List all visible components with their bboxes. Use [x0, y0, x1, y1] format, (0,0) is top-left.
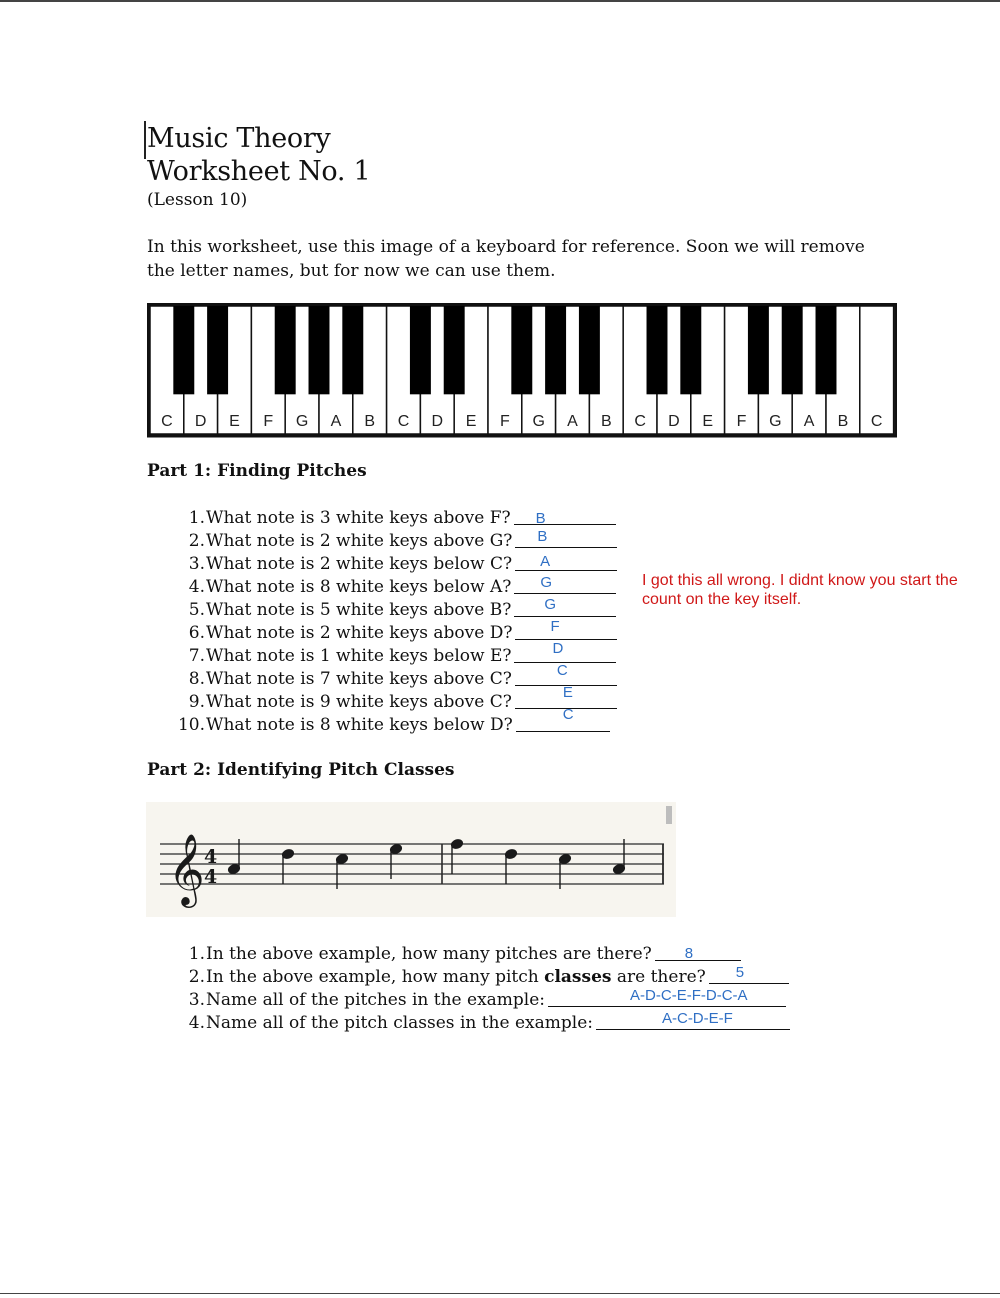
answer-text: 5 [735, 964, 745, 981]
answer-blank[interactable] [515, 618, 617, 640]
answer-text: C [556, 662, 568, 679]
black-key [275, 306, 296, 394]
key-label: C [161, 413, 173, 430]
key-label: G [532, 413, 545, 430]
list-item: 4. What note is 8 white keys below A? G [170, 576, 630, 599]
black-key [545, 306, 566, 394]
part2-question-list [170, 943, 810, 1035]
key-label: B [364, 413, 376, 430]
key-label: B [837, 413, 849, 430]
question-text: What note is 1 white keys below E? [206, 646, 512, 666]
question-text: What note is 3 white keys above F? [206, 508, 511, 528]
list-item: 1. In the above example, how many pitches are there? 8 [170, 943, 810, 966]
black-key [410, 306, 431, 394]
answer-blank[interactable] [514, 596, 616, 617]
black-key [579, 306, 600, 394]
question-text: Name all of the pitch classes in the example: [206, 1013, 593, 1033]
question-text: What note is 8 white keys below D? [206, 715, 513, 735]
answer-text: F [550, 618, 560, 635]
piano-keyboard-image [147, 303, 897, 439]
answer-blank[interactable] [655, 943, 741, 961]
key-label: E [465, 413, 477, 430]
key-label: D [194, 413, 207, 430]
intro-paragraph: In this worksheet, use this image of a keyboard for reference. Soon we will remove the letter names, but for now we can use them. [147, 237, 865, 281]
answer-text: 8 [684, 945, 694, 962]
comment-note: I got this all wrong. I didnt know you start the count on the key itself. [642, 572, 958, 608]
black-key [680, 306, 701, 394]
black-key [782, 306, 803, 394]
key-label: G [295, 413, 309, 430]
question-text: What note is 9 white keys above C? [206, 692, 512, 712]
answer-text: B [535, 510, 546, 527]
answer-text: G [544, 596, 556, 613]
list-item: 2. What note is 2 white keys above G? B [170, 530, 630, 553]
key-label: D [431, 413, 444, 430]
question-text: What note is 7 white keys above C? [206, 669, 512, 689]
answer-blank[interactable] [515, 553, 617, 571]
answer-blank[interactable] [514, 507, 616, 525]
black-key [511, 306, 532, 394]
black-key [748, 306, 769, 394]
svg-text:4: 4 [204, 846, 218, 868]
list-item: 5. What note is 5 white keys above B? G [170, 599, 630, 622]
question-text: Name all of the pitches in the example: [206, 990, 546, 1010]
list-item: 9. What note is 9 white keys above C? E [170, 691, 630, 714]
list-item: 6. What note is 2 white keys above D? F [170, 622, 630, 645]
part2-heading: Part 2: Identifying Pitch Classes [147, 760, 455, 780]
text-cursor [144, 121, 146, 159]
answer-blank[interactable] [514, 576, 616, 594]
part1-heading: Part 1: Finding Pitches [147, 461, 367, 481]
key-label: F [736, 413, 747, 430]
key-label: A [567, 413, 578, 430]
list-item: 7. What note is 1 white keys below E? D [170, 645, 630, 668]
key-label: E [702, 413, 714, 430]
page-bottom-border [0, 1293, 1000, 1294]
key-label: D [668, 413, 680, 430]
key-label: G [769, 413, 782, 430]
answer-text: G [540, 574, 553, 591]
page-title: Music Theory [147, 123, 331, 154]
question-text: What note is 2 white keys above G? [206, 531, 513, 551]
key-label: E [229, 413, 240, 430]
key-label: C [634, 413, 646, 430]
answer-blank[interactable] [515, 530, 617, 548]
question-text: What note is 8 white keys below A? [206, 577, 512, 597]
list-item: 8. What note is 7 white keys above C? C [170, 668, 630, 691]
answer-text: A-C-D-E-F [661, 1010, 733, 1027]
answer-text: A [540, 553, 551, 570]
key-label: C [397, 413, 410, 430]
list-item: 2. In the above example, how many pitch classes are there? 5 [170, 966, 810, 989]
key-label: F [263, 413, 274, 430]
answer-blank[interactable] [709, 966, 789, 984]
key-label: A [803, 413, 815, 430]
svg-text:𝄞: 𝄞 [168, 832, 205, 905]
answer-text: D [552, 640, 564, 657]
question-text: In the above example, how many pitch classes are there? [206, 967, 706, 987]
key-label: C [870, 413, 883, 430]
worksheet-title: Worksheet No. 1 [147, 156, 371, 187]
black-key [444, 306, 465, 394]
answer-blank[interactable] [514, 640, 616, 663]
part1-question-list [170, 507, 630, 737]
answer-text: A-D-C-E-F-D-C-A [630, 987, 748, 1004]
key-label: A [330, 413, 342, 430]
black-key [173, 306, 194, 394]
answer-text: E [562, 684, 573, 701]
answer-blank[interactable] [516, 706, 610, 732]
black-key [342, 306, 363, 394]
list-item: 1. What note is 3 white keys above F? B [170, 507, 630, 530]
question-text: What note is 5 white keys above B? [206, 600, 512, 620]
music-staff-image [146, 802, 676, 917]
black-key [816, 306, 837, 394]
list-item: 3. Name all of the pitches in the example: A-D-C-E-F-D-C-A [170, 989, 810, 1012]
key-label: B [600, 413, 612, 430]
page-top-border [0, 0, 1000, 2]
question-text: What note is 2 white keys below C? [206, 554, 513, 574]
question-text: What note is 2 white keys above D? [206, 623, 513, 643]
lesson-subtitle: (Lesson 10) [147, 190, 248, 210]
question-text: In the above example, how many pitches are there? [206, 944, 652, 964]
key-label: F [500, 413, 510, 430]
black-key [647, 306, 668, 394]
list-item: 3. What note is 2 white keys below C? A [170, 553, 630, 576]
answer-blank[interactable] [596, 1012, 790, 1030]
black-key [309, 306, 330, 394]
black-key [207, 306, 228, 394]
answer-blank[interactable] [548, 989, 786, 1007]
answer-text: C [562, 706, 574, 723]
list-item: 4. Name all of the pitch classes in the example: A-C-D-E-F [170, 1012, 810, 1035]
list-item: 10. What note is 8 white keys below D? C [170, 714, 630, 737]
svg-text:4: 4 [204, 866, 218, 888]
answer-text: B [537, 528, 548, 545]
